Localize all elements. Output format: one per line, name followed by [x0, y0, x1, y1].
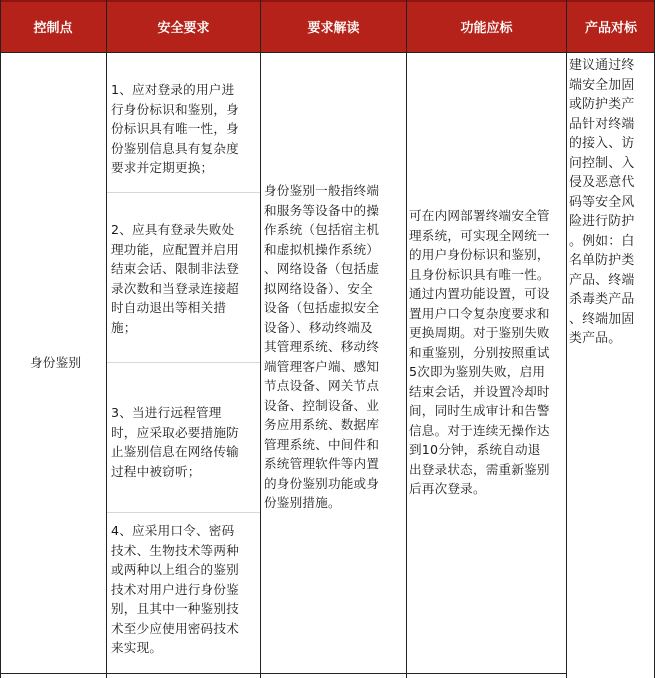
- control-point-cell: 身份鉴别: [30, 355, 82, 370]
- function-mapping-cell: 可在内网部署终端安全管 理系统，可实现全网统一 的用户身份标识和鉴别， 且身份标识具有唯一性。 通过内置功能设置，可设 置用户口令复杂度要求和 更换周期。对于鉴别失败 和重鉴别，分别按照重试 5次即为鉴别失败，启用 结束会话，并设置冷却时 间，同时生成审计和告警 信息。对于连续无操作达 到10分钟，系统自动退 出登录状态，需重新鉴别 后再次登录。: [409, 208, 550, 496]
- grid-line: [0, 0, 1, 678]
- header-function-mapping: 功能应标: [407, 0, 566, 52]
- requirement-separator: [107, 192, 260, 193]
- requirement-item: 4、应采用口令、密码 技术、生物技术等两种 或两种以上组合的鉴别 技术对用户进行身份鉴 别，且其中一种鉴别技 术至少应使用密码技术 来实现。: [111, 523, 239, 655]
- grid-line: [406, 0, 407, 678]
- product-mapping-cell: 建议通过终 端安全加固 或防护类产 品针对终端 的接入、访 问控制、入 侵及恶意代 码等安全风 险进行防护 。例如：白 名单防护类 产品、终端 杀毒类产品 、终端加固 类产品。: [569, 58, 635, 346]
- requirement-item: 3、当进行远程管理 时，应采取必要措施防 止鉴别信息在网络传输 过程中被窃听；: [111, 405, 239, 479]
- requirement-separator: [107, 362, 260, 363]
- interpretation-cell: 身份鉴别一般指终端 和服务等设备中的操 作系统（包括宿主机 和虚拟机操作系统） 、网络设备（包括虚 拟网络设备）、安全 设备（包括虚拟安全 设备）、移动终端及 其管理系统、移动终 端管理客户端、感知 节点设备、网关节点 设备、控制设备、业 务应用系统、数据库 管理系统、中间件和 系统管理软件等内置 的身份鉴别功能或身 份鉴别措施。: [264, 183, 380, 510]
- header-top-border: [0, 0, 655, 2]
- requirement-item: 2、应具有登录失败处 理功能，应配置并启用 结束会话、限制非法登 录次数和当登录连接超 时自动退出等相关措 施；: [111, 222, 239, 335]
- header-security-requirement: 安全要求: [107, 0, 260, 52]
- grid-line: [0, 52, 655, 53]
- header-product-mapping: 产品对标: [567, 0, 655, 52]
- header-control-point: 控制点: [0, 0, 106, 52]
- grid-line: [566, 0, 567, 678]
- grid-line: [106, 0, 107, 678]
- requirement-item: 1、应对登录的用户进 行身份标识和鉴别，身 份标识具有唯一性，身 份鉴别信息具有复杂度 要求并定期更换；: [111, 82, 239, 175]
- header-requirement-interpretation: 要求解读: [261, 0, 406, 52]
- grid-line: [0, 673, 566, 674]
- requirement-separator: [107, 512, 260, 513]
- grid-line: [260, 0, 261, 678]
